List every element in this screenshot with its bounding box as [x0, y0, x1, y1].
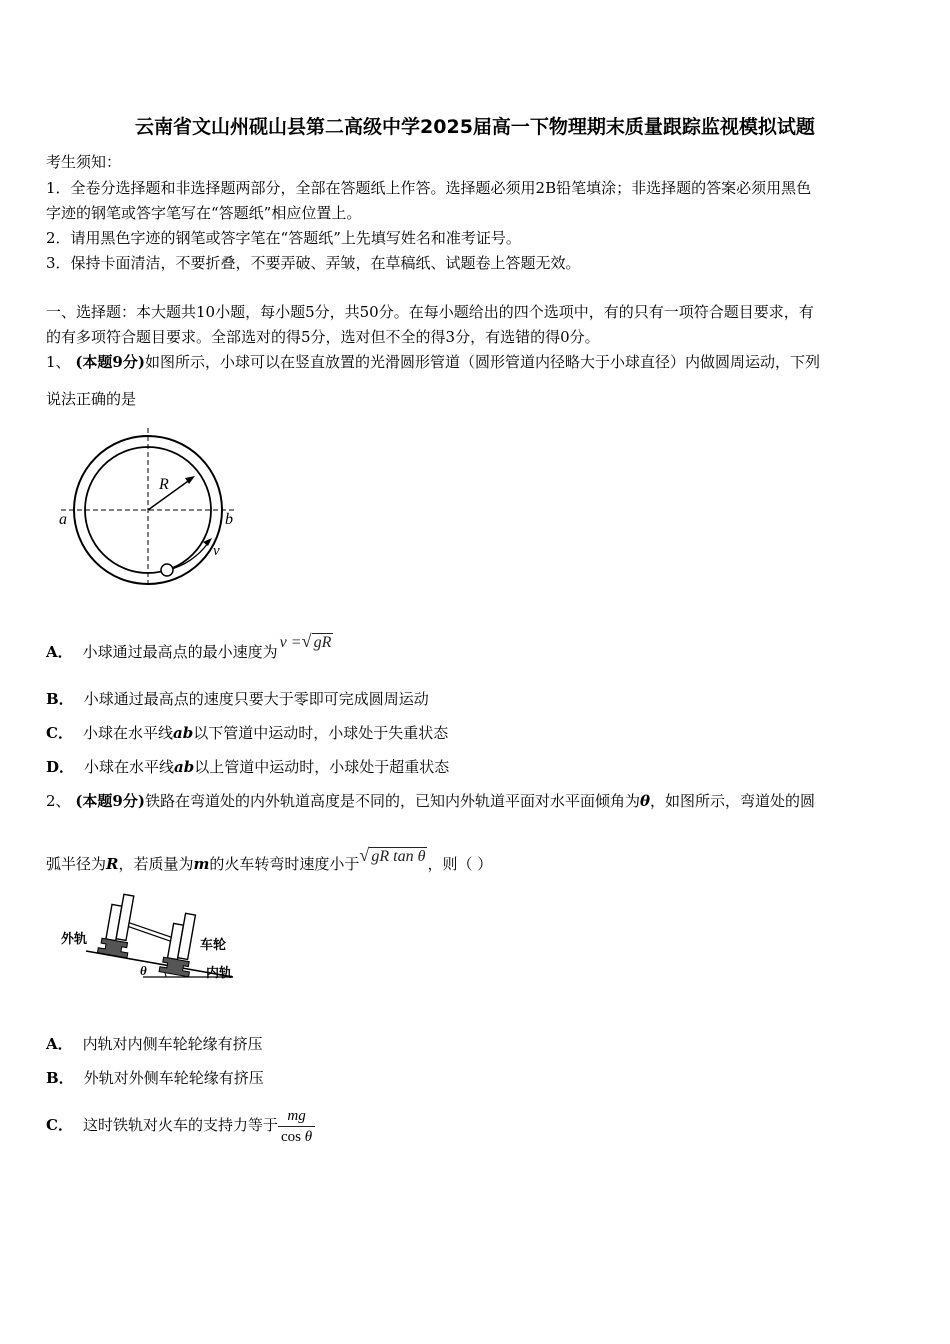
q2-option-c: [46, 1105, 315, 1147]
option-letter: B．: [46, 1069, 74, 1087]
q1-number: 1、: [46, 353, 71, 371]
q1-option-c: [46, 723, 448, 743]
velocity-arc: [168, 543, 208, 570]
var-ab: ab: [174, 758, 195, 776]
fraction-mg-over-cos: [278, 1106, 315, 1147]
var-ab: ab: [172, 724, 194, 742]
q1-option-d: [46, 757, 449, 777]
q1-option-b: [46, 689, 429, 709]
var-theta: θ: [639, 792, 650, 810]
q1-option-a: [46, 631, 333, 663]
var-m: m: [193, 855, 210, 873]
option-text-pre: 小球在水平线: [82, 724, 173, 742]
q1-stem-line-2: 说法正确的是: [46, 390, 137, 408]
radical-sign: √: [301, 631, 312, 651]
radius-line: [148, 479, 191, 510]
q2-stem-b3: 的火车转弯时速度小于: [209, 855, 360, 873]
label-v: v: [213, 543, 220, 559]
option-letter: C．: [46, 724, 73, 742]
sqrt: [302, 633, 334, 653]
section-line-1: 一、选择题：本大题共10小题，每小题5分，共50分。在每小题给出的四个选项中，有的只有一项符合题目要求，有: [46, 303, 814, 321]
axle-bottom: [127, 927, 172, 942]
q2-stem-b1: 弧半径为: [46, 855, 107, 873]
option-text-pre: 小球在水平线: [84, 758, 175, 776]
q1-circular-tube-figure: [55, 425, 245, 590]
label-b: b: [225, 511, 233, 528]
notice-line-1a: 1．全卷分选择题和非选择题两部分，全部在答题纸上作答。选择题必须用2B铅笔填涂；非选择题的答案必须用黑色: [46, 179, 812, 197]
option-text-post: 以下管道中运动时，小球处于失重状态: [193, 724, 449, 742]
q2-stem-b4: ，则（ ）: [427, 855, 493, 873]
label-a: a: [59, 511, 67, 528]
notice-line-3: 3．保持卡面清洁，不要折叠，不要弄破、弄皱，在草稿纸、试题卷上答题无效。: [46, 254, 581, 272]
option-letter: A．: [46, 1035, 73, 1053]
notice-line-1b: 字迹的钢笔或答字笔写在“答题纸”相应位置上。: [46, 204, 362, 222]
option-text: 这时铁轨对火车的支持力等于: [82, 1116, 278, 1134]
label-inner-rail: 内轨: [206, 966, 233, 981]
radical-sign: √: [359, 845, 370, 865]
label-R: R: [159, 476, 169, 493]
page-title: 云南省文山州砚山县第二高级中学2025届高一下物理期末质量跟踪监视模拟试题: [135, 116, 815, 138]
train-wheelset: [96, 893, 201, 977]
cos-fn: cos: [280, 1128, 301, 1145]
formula-sqrt-gRtan: [359, 845, 427, 865]
option-text: 内轨对内侧车轮轮缘有挤压: [82, 1035, 263, 1053]
q2-stem-b2: ，若质量为: [118, 855, 194, 873]
q2-stem-a2: ，如图所示，弯道处的圆: [650, 792, 816, 810]
q2-stem-a1: 铁路在弯道处的内外轨道高度是不同的，已知内外轨道平面对水平面倾角为: [144, 792, 640, 810]
label-wheel: 车轮: [200, 938, 227, 953]
q1-stem-a: 如图所示，小球可以在竖直放置的光滑圆形管道（圆形管道内径略大于小球直径）内做圆周运动，下列: [144, 353, 820, 371]
radicand: gR tan θ: [371, 848, 426, 865]
q2-rail-figure: [58, 893, 248, 988]
ball: [161, 564, 173, 576]
notice-line-2: 2．请用黑色字迹的钢笔或答字笔在“答题纸”上先填写姓名和准考证号。: [46, 229, 521, 247]
sqrt: [359, 847, 427, 867]
label-theta: θ: [140, 963, 147, 978]
den-var: θ: [304, 1128, 313, 1145]
q2-tag: (本题9分): [75, 792, 145, 810]
option-text: 外轨对外侧车轮轮缘有挤压: [83, 1069, 264, 1087]
q2-stem-line-1: [46, 791, 815, 811]
q2-number: 2、: [46, 792, 71, 810]
option-letter: D．: [46, 758, 75, 776]
axle-top: [128, 923, 173, 938]
radicand: gR: [313, 634, 332, 651]
option-text: 小球通过最高点的最小速度为: [82, 643, 278, 661]
option-letter: A．: [46, 643, 73, 661]
section-line-2: 的有多项符合题目要求。全部选对的得5分，选对但不全的得3分，有选错的得0分。: [46, 328, 600, 346]
formula-lhs: v =: [279, 634, 302, 651]
option-letter: C．: [46, 1116, 73, 1134]
option-text: 小球通过最高点的速度只要大于零即可完成圆周运动: [83, 690, 429, 708]
option-text-post: 以上管道中运动时，小球处于超重状态: [194, 758, 450, 776]
q1-tag: (本题9分): [75, 353, 145, 371]
q1-stem-line-1: [46, 352, 820, 372]
notice-heading: 考生须知：: [46, 153, 122, 171]
q2-stem-line-2: [46, 845, 493, 875]
label-outer-rail: 外轨: [61, 932, 88, 947]
q2-option-a: [46, 1034, 263, 1054]
denominator: [278, 1127, 315, 1147]
var-R: R: [106, 855, 119, 873]
option-letter: B．: [46, 690, 74, 708]
q2-option-b: [46, 1068, 264, 1088]
numerator: mg: [278, 1106, 315, 1127]
formula-v-sqrt-gR: [279, 631, 334, 651]
